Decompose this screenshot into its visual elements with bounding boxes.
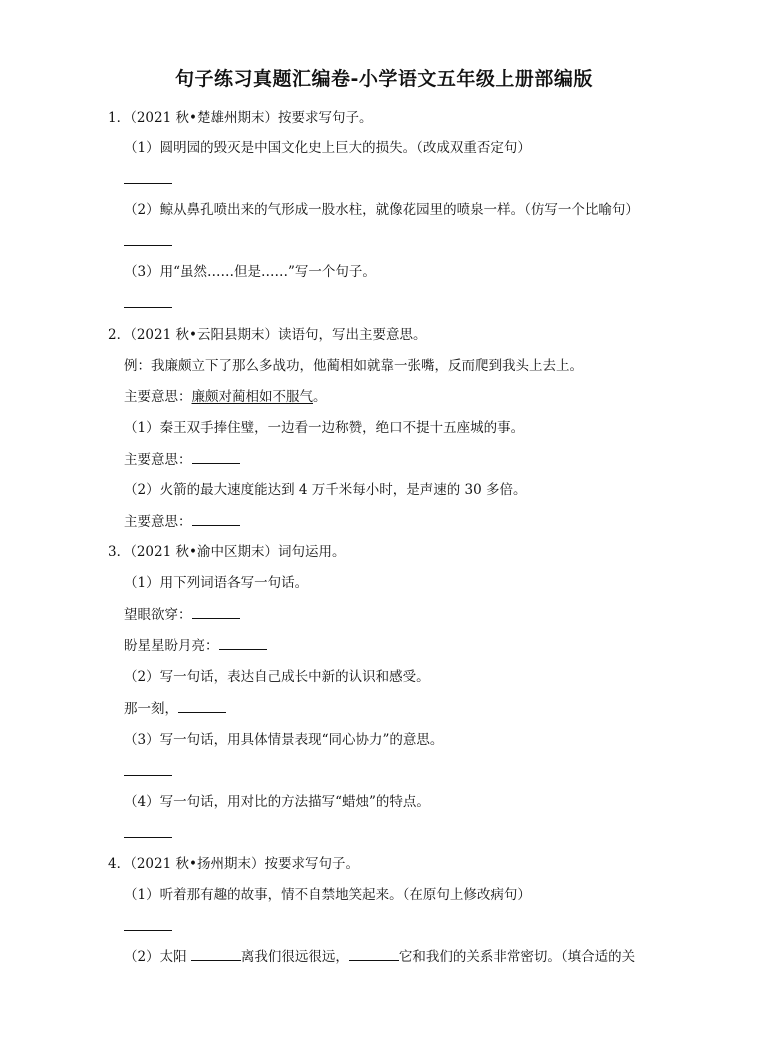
question-4-item-2: （2）太阳 离我们很远很远， 它和我们的关系非常密切。（填合适的关 xyxy=(124,949,636,965)
question-number: 4． xyxy=(108,856,131,872)
answer-blank[interactable] xyxy=(349,948,399,961)
question-source: （2021 秋•云阳县期末）读语句，写出主要意思。 xyxy=(130,327,427,343)
question-2-item-1: （1）秦王双手捧住璧，一边看一边称赞，绝口不提十五座城的事。 xyxy=(124,420,525,436)
question-3-item-2: （2）写一句话，表达自己成长中新的认识和感受。 xyxy=(124,669,430,685)
question-2-example-answer: 主要意思：廉颇对蔺相如不服气。 xyxy=(124,389,327,405)
answer-blank[interactable] xyxy=(124,171,172,189)
question-4-header xyxy=(108,855,359,873)
question-3-item-1: （1）用下列词语各写一句话。 xyxy=(124,575,309,591)
answer-blank[interactable] xyxy=(124,825,172,843)
main-meaning-label: 主要意思： xyxy=(124,389,192,405)
question-2-header xyxy=(108,326,426,344)
question-source: （2021 秋•渝中区期末）词句运用。 xyxy=(130,544,346,560)
main-meaning-answer: 廉颇对蔺相如不服气 xyxy=(191,389,313,405)
answer-blank[interactable] xyxy=(178,700,226,713)
question-2-example: 例：我廉颇立下了那么多战功，他蔺相如就靠一张嘴，反而爬到我头上去上。 xyxy=(124,358,583,374)
question-1-item-3: （3）用“虽然……但是……”写一个句子。 xyxy=(124,264,376,280)
question-3-header xyxy=(108,543,345,561)
question-4-item-1: （1）听着那有趣的故事，情不自禁地笑起来。（在原句上修改病句） xyxy=(124,887,531,903)
question-3-item-2-answer: 那一刻， xyxy=(124,700,226,718)
question-number: 2． xyxy=(108,327,131,343)
question-1-item-2: （2）鲸从鼻孔喷出来的气形成一股水柱，就像花园里的喷泉一样。（仿写一个比喻句） xyxy=(124,202,639,218)
answer-blank[interactable] xyxy=(124,763,172,781)
main-meaning-label: 主要意思： xyxy=(124,452,192,468)
page-title: 句子练习真题汇编卷-小学语文五年级上册部编版 xyxy=(175,68,593,90)
main-meaning-label: 主要意思： xyxy=(124,514,192,530)
answer-blank[interactable] xyxy=(124,233,172,251)
answer-blank[interactable] xyxy=(192,451,240,464)
answer-blank[interactable] xyxy=(219,637,267,650)
question-3-word-2: 盼星星盼月亮： xyxy=(124,637,267,655)
question-source: （2021 秋•楚雄州期末）按要求写句子。 xyxy=(130,110,373,126)
question-number: 3． xyxy=(108,544,131,560)
question-2-item-1-answer xyxy=(124,451,240,469)
question-2-item-2-answer xyxy=(124,513,240,531)
answer-blank[interactable] xyxy=(191,948,241,961)
answer-blank[interactable] xyxy=(124,295,172,313)
question-1-header xyxy=(108,109,372,127)
question-source: （2021 秋•扬州期末）按要求写句子。 xyxy=(130,856,359,872)
answer-blank[interactable] xyxy=(124,918,172,936)
answer-blank[interactable] xyxy=(192,606,240,619)
question-3-item-4: （4）写一句话，用对比的方法描写“蜡烛”的特点。 xyxy=(124,794,430,810)
question-2-item-2: （2）火箭的最大速度能达到 4 万千米每小时，是声速的 30 多倍。 xyxy=(124,482,527,498)
question-3-word-1: 望眼欲穿： xyxy=(124,606,240,624)
question-3-item-3: （3）写一句话，用具体情景表现“同心协力”的意思。 xyxy=(124,732,444,748)
question-1-item-1: （1）圆明园的毁灭是中国文化史上巨大的损失。（改成双重否定句） xyxy=(124,140,531,156)
question-number: 1． xyxy=(108,110,131,126)
answer-blank[interactable] xyxy=(192,513,240,526)
